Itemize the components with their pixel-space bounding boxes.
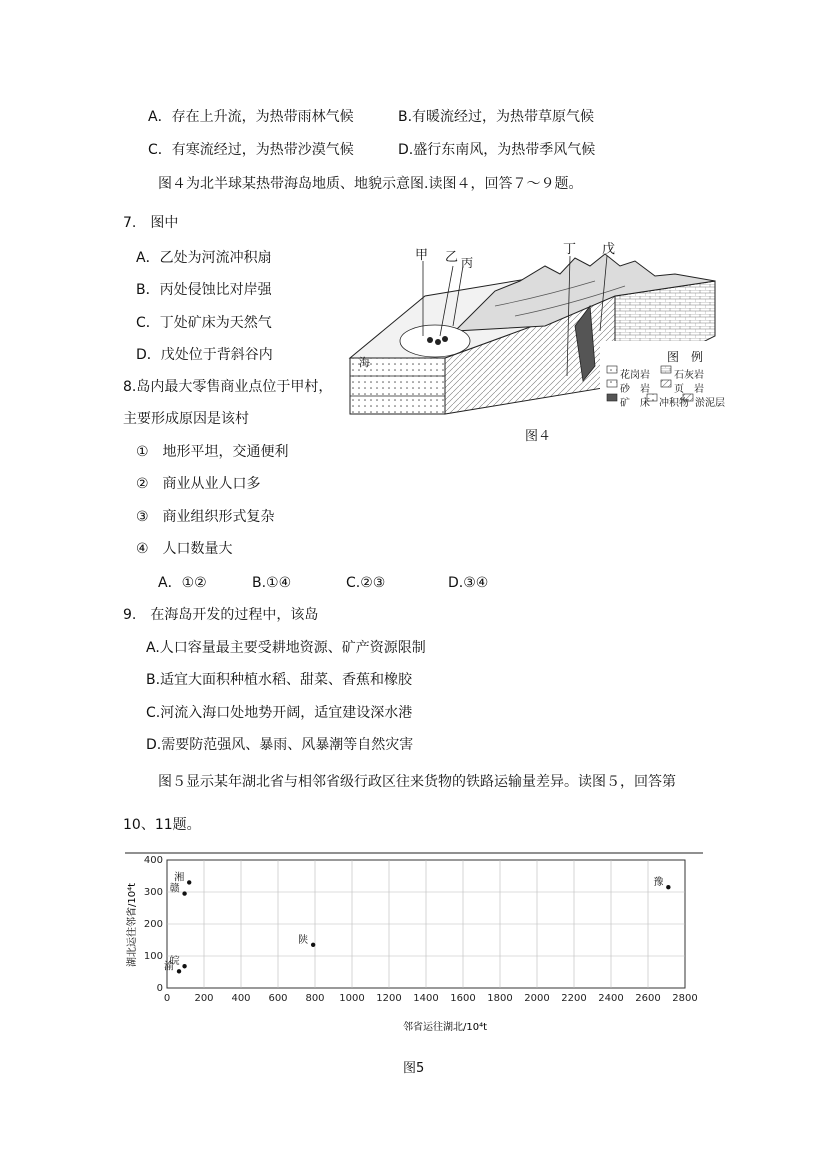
data-point bbox=[182, 891, 186, 895]
y-tick-label: 100 bbox=[143, 951, 163, 962]
scatter-chart bbox=[125, 850, 705, 1035]
label-sea: 海 bbox=[359, 356, 370, 369]
legend-ore: 矿 床 bbox=[620, 398, 650, 409]
intro-fig5-line2: 10、11题。 bbox=[123, 817, 201, 833]
q8-option-2: ② 商业从业人口多 bbox=[136, 476, 261, 492]
data-point-label: 赣 bbox=[169, 883, 180, 895]
figure-4-block-diagram bbox=[345, 236, 725, 436]
data-point bbox=[666, 885, 670, 889]
x-tick-label: 200 bbox=[194, 993, 214, 1004]
legend-alluvium: 冲积物 bbox=[659, 398, 689, 409]
legend-shale: 页 岩 bbox=[674, 384, 704, 395]
legend-granite: 花岗岩 bbox=[620, 370, 650, 381]
data-point bbox=[311, 943, 315, 947]
x-tick-label: 2400 bbox=[598, 993, 624, 1004]
q7-stem: 7. 图中 bbox=[123, 215, 179, 231]
q9-option-d: D.需要防范强风、暴雨、风暴潮等自然灾害 bbox=[146, 737, 414, 753]
data-point-label: 陕 bbox=[298, 934, 309, 946]
legend-title: 图 例 bbox=[667, 350, 704, 364]
legend-limestone: 石灰岩 bbox=[674, 370, 704, 381]
data-point-label: 豫 bbox=[653, 877, 664, 889]
x-tick-label: 1200 bbox=[376, 993, 402, 1004]
q8-choice-d: D.③④ bbox=[448, 575, 489, 591]
x-tick-label: 1800 bbox=[487, 993, 513, 1004]
q7-option-b: B．丙处侵蚀比对岸强 bbox=[136, 282, 272, 298]
q9-option-c: C.河流入海口处地势开阔，适宜建设深水港 bbox=[146, 705, 413, 721]
x-tick-label: 1600 bbox=[450, 993, 476, 1004]
label-yi: 乙 bbox=[445, 250, 459, 265]
q8-choice-b: B.①④ bbox=[252, 575, 292, 591]
label-bing: 丙 bbox=[461, 256, 474, 270]
x-tick-label: 2000 bbox=[524, 993, 550, 1004]
q7-option-c: C．丁处矿床为天然气 bbox=[136, 315, 272, 331]
x-tick-label: 2600 bbox=[635, 993, 661, 1004]
intro-fig4: 图４为北半球某热带海岛地质、地貌示意图.读图４，回答７～９题。 bbox=[158, 176, 583, 192]
x-tick-label: 2800 bbox=[672, 993, 698, 1004]
y-axis-label: 湖北运往邻省/10⁴t bbox=[127, 882, 138, 968]
x-tick-label: 400 bbox=[231, 993, 251, 1004]
x-tick-label: 0 bbox=[163, 993, 171, 1004]
q6-option-c: C．有寒流经过，为热带沙漠气候 bbox=[148, 142, 354, 158]
q8-choice-a: A．①② bbox=[158, 575, 207, 591]
q6-option-a: A．存在上升流，为热带雨林气候 bbox=[148, 109, 354, 125]
label-wu: 戊 bbox=[602, 242, 616, 257]
x-tick-label: 1400 bbox=[413, 993, 439, 1004]
data-point bbox=[182, 964, 186, 968]
figure-5-chart bbox=[125, 850, 705, 1035]
q8-choice-c: C.②③ bbox=[346, 575, 386, 591]
legend-silt: 淤泥层 bbox=[695, 398, 725, 409]
data-point-label: 湘 bbox=[174, 872, 185, 884]
q8-option-1: ① 地形平坦，交通便利 bbox=[136, 444, 289, 460]
x-tick-label: 600 bbox=[268, 993, 288, 1004]
q9-stem: 9. 在海岛开发的过程中，该岛 bbox=[123, 607, 319, 623]
intro-fig5-line1: 图５显示某年湖北省与相邻省级行政区往来货物的铁路运输量差异。读图５，回答第 bbox=[158, 774, 676, 790]
y-tick-label: 0 bbox=[156, 983, 163, 994]
q8-option-3: ③ 商业组织形式复杂 bbox=[136, 509, 275, 525]
q7-option-a: A．乙处为河流冲积扇 bbox=[136, 250, 272, 266]
figure-5-caption: 图5 bbox=[403, 1061, 425, 1076]
data-point-label: 皖 bbox=[169, 956, 180, 968]
legend-sandstone: 砂 岩 bbox=[620, 384, 650, 395]
q9-option-b: B.适宜大面积种植水稻、甜菜、香蕉和橡胶 bbox=[146, 672, 413, 688]
data-point bbox=[187, 880, 191, 884]
q8-stem-line1: 8.岛内最大零售商业点位于甲村， bbox=[123, 379, 333, 395]
q6-option-d: D.盛行东南风，为热带季风气候 bbox=[398, 142, 596, 158]
x-axis-label: 邻省运往湖北/10⁴t bbox=[402, 1022, 488, 1033]
x-tick-label: 1000 bbox=[339, 993, 365, 1004]
label-jia: 甲 bbox=[415, 248, 429, 263]
x-tick-label: 2200 bbox=[561, 993, 587, 1004]
q6-option-b: B.有暖流经过，为热带草原气候 bbox=[398, 109, 595, 125]
q9-option-a: A.人口容量最主要受耕地资源、矿产资源限制 bbox=[146, 640, 426, 656]
data-point-label: 渝 bbox=[164, 961, 175, 973]
y-tick-label: 400 bbox=[143, 855, 163, 866]
label-ding: 丁 bbox=[563, 242, 577, 257]
figure-4-caption: 图４ bbox=[525, 429, 552, 444]
q8-option-4: ④ 人口数量大 bbox=[136, 541, 233, 557]
q7-option-d: D．戊处位于背斜谷内 bbox=[136, 347, 273, 363]
y-tick-label: 200 bbox=[143, 919, 163, 930]
q8-stem-line2: 主要形成原因是该村 bbox=[123, 411, 249, 427]
x-tick-label: 800 bbox=[305, 993, 325, 1004]
data-point bbox=[177, 969, 181, 973]
y-tick-label: 300 bbox=[143, 887, 163, 898]
